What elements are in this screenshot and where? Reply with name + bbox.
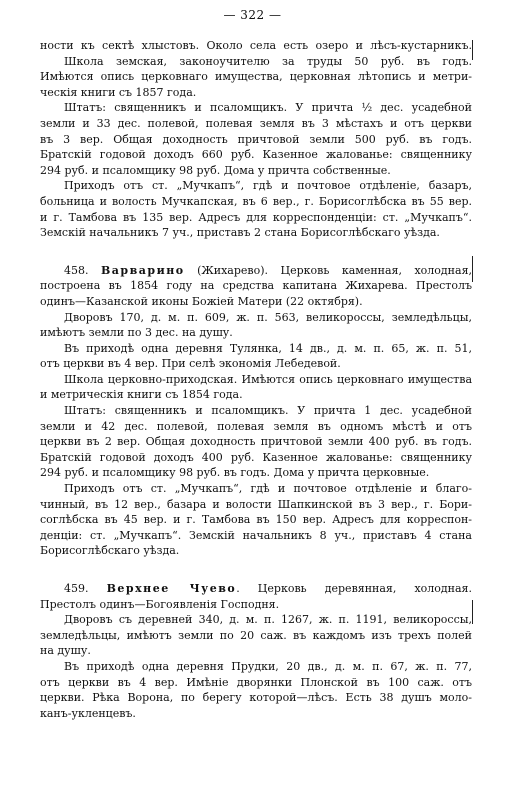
text-line: Земскій начальникъ 7 уч., приставъ 2 стана Борисоглѣбскаго уѣзда. xyxy=(40,226,440,240)
text-line: ности къ сектѣ хлыстовъ. Около села есть озеро и лѣсъ-кустарникъ. xyxy=(40,39,472,52)
text-line: Приходъ отъ ст. „Мучкапъ“, гдѣ и почтовое отдѣленіе, базаръ, xyxy=(64,179,472,193)
text-line: Школа земская, законоучителю за труды 50 руб. въ годъ. xyxy=(64,54,472,68)
text-line: Школа церковно-приходская. Имѣются опись церковнаго имущества xyxy=(64,372,472,386)
text-line: . Церковь деревянная, холодная. xyxy=(236,582,472,595)
text-line: 294 руб. и псаломщику 98 руб. Дома у причта собственные. xyxy=(40,163,391,177)
text-line: Братскій годовой доходъ 660 руб. Казенное жалованье: священнику xyxy=(40,148,472,162)
text-line: денціи: ст. „Мучкапъ“. Земскій начальникъ 8 уч., приставъ 4 стана xyxy=(40,528,472,542)
page-number: — 322 — xyxy=(223,8,282,22)
text-line: Въ приходѣ одна деревня Прудки, 20 дв., д. м. п. 67, ж. п. 77, xyxy=(64,659,472,673)
text-line: отъ церкви въ 4 вер. При селѣ экономія Лебедевой. xyxy=(40,357,341,371)
text-line: отъ церкви въ 4 вер. Имѣніе дворянки Плонской въ 100 саж. отъ xyxy=(40,675,472,689)
page-body xyxy=(40,38,472,721)
text-line: Приходъ отъ ст. „Мучкапъ“, гдѣ и почтовое отдѣленіе и благо- xyxy=(64,482,472,496)
text-line: (Жихарево). Церковь каменная, холодная, xyxy=(197,263,472,277)
text-line: Имѣются опись церковнаго имущества, церковная лѣтопись и метри- xyxy=(40,70,472,84)
text-line: и метрическія книги съ 1854 года. xyxy=(40,388,243,402)
text-line: земледѣльцы, имѣютъ земли по 20 саж. въ каждомъ изъ трехъ полей xyxy=(40,628,472,642)
text-line: земли и 33 дес. полевой, полевая земля въ 3 мѣстахъ и отъ церкви xyxy=(40,116,472,130)
text-line: соглѣбска въ 45 вер. и г. Тамбова въ 150 вер. Адресъ для корреспон- xyxy=(40,513,472,527)
entry-name: Варварино xyxy=(101,263,185,277)
text-line: церкви. Рѣка Ворона, по берегу которой—лѣсъ. Есть 38 душъ моло- xyxy=(40,691,472,705)
text-line: на душу. xyxy=(40,644,91,658)
text-line: чинный, въ 12 вер., базара и волости Шапкинской въ 3 вер., г. Бори- xyxy=(40,497,472,511)
margin-rule xyxy=(472,40,473,60)
text-line: Въ приходѣ одна деревня Тулянка, 14 дв., д. м. п. 65, ж. п. 51, xyxy=(64,341,472,355)
text-line: церкви въ 2 вер. Общая доходность причтовой земли 400 руб. въ годъ. xyxy=(40,435,472,449)
entry-heading-line xyxy=(40,581,472,597)
entry-heading-line xyxy=(40,263,472,279)
text-line: въ 3 вер. Общая доходность причтовой земли 500 руб. въ годъ. xyxy=(40,132,472,146)
text-line: и г. Тамбова въ 135 вер. Адресъ для корреспонденціи: ст. „Мучкапъ“. xyxy=(40,210,472,224)
text-line: Штатъ: священникъ и псаломщикъ. У причта ½ дес. усадебной xyxy=(64,101,472,115)
entry-459 xyxy=(40,581,472,721)
text-line: Борисоглѣбскаго уѣзда. xyxy=(40,544,180,558)
section-continuation xyxy=(40,38,472,241)
entry-458 xyxy=(40,263,472,559)
text-line: канъ-укленцевъ. xyxy=(40,706,136,720)
entry-number: 459. xyxy=(64,582,89,595)
entry-name: Верхнее Чуево xyxy=(106,582,237,595)
text-line: имѣютъ земли по 3 дес. на душу. xyxy=(40,326,233,340)
text-line: построена въ 1854 году на средства капитана Жихарева. Престолъ xyxy=(40,279,472,293)
text-line: Братскій годовой доходъ 400 руб. Казенное жалованье: священнику xyxy=(40,450,472,464)
text-line: 294 руб. и псаломщику 98 руб. въ годъ. Дома у причта церковные. xyxy=(40,466,430,480)
margin-rule xyxy=(472,600,473,624)
text-line: ческія книги съ 1857 года. xyxy=(40,85,197,99)
text-line: Дворовъ 170, д. м. п. 609, ж. п. 563, великороссы, земледѣльцы, xyxy=(64,310,472,324)
entry-number: 458. xyxy=(64,263,89,277)
text-line: больница и волость Мучкапская, въ 6 вер., г. Борисоглѣбска въ 55 вер. xyxy=(40,194,472,208)
text-line: одинъ—Казанской иконы Божіей Матери (22 октября). xyxy=(40,294,363,308)
text-line: Престолъ одинъ—Богоявленія Господня. xyxy=(40,597,280,611)
text-line: земли и 42 дес. полевой, полевая земля въ одномъ мѣстѣ и отъ xyxy=(40,419,472,433)
text-line: Штатъ: священникъ и псаломщикъ. У причта 1 дес. усадебной xyxy=(64,404,472,418)
text-line: Дворовъ съ деревней 340, д. м. п. 1267, ж. п. 1191, великороссы, xyxy=(64,613,472,627)
margin-rule xyxy=(472,256,473,282)
